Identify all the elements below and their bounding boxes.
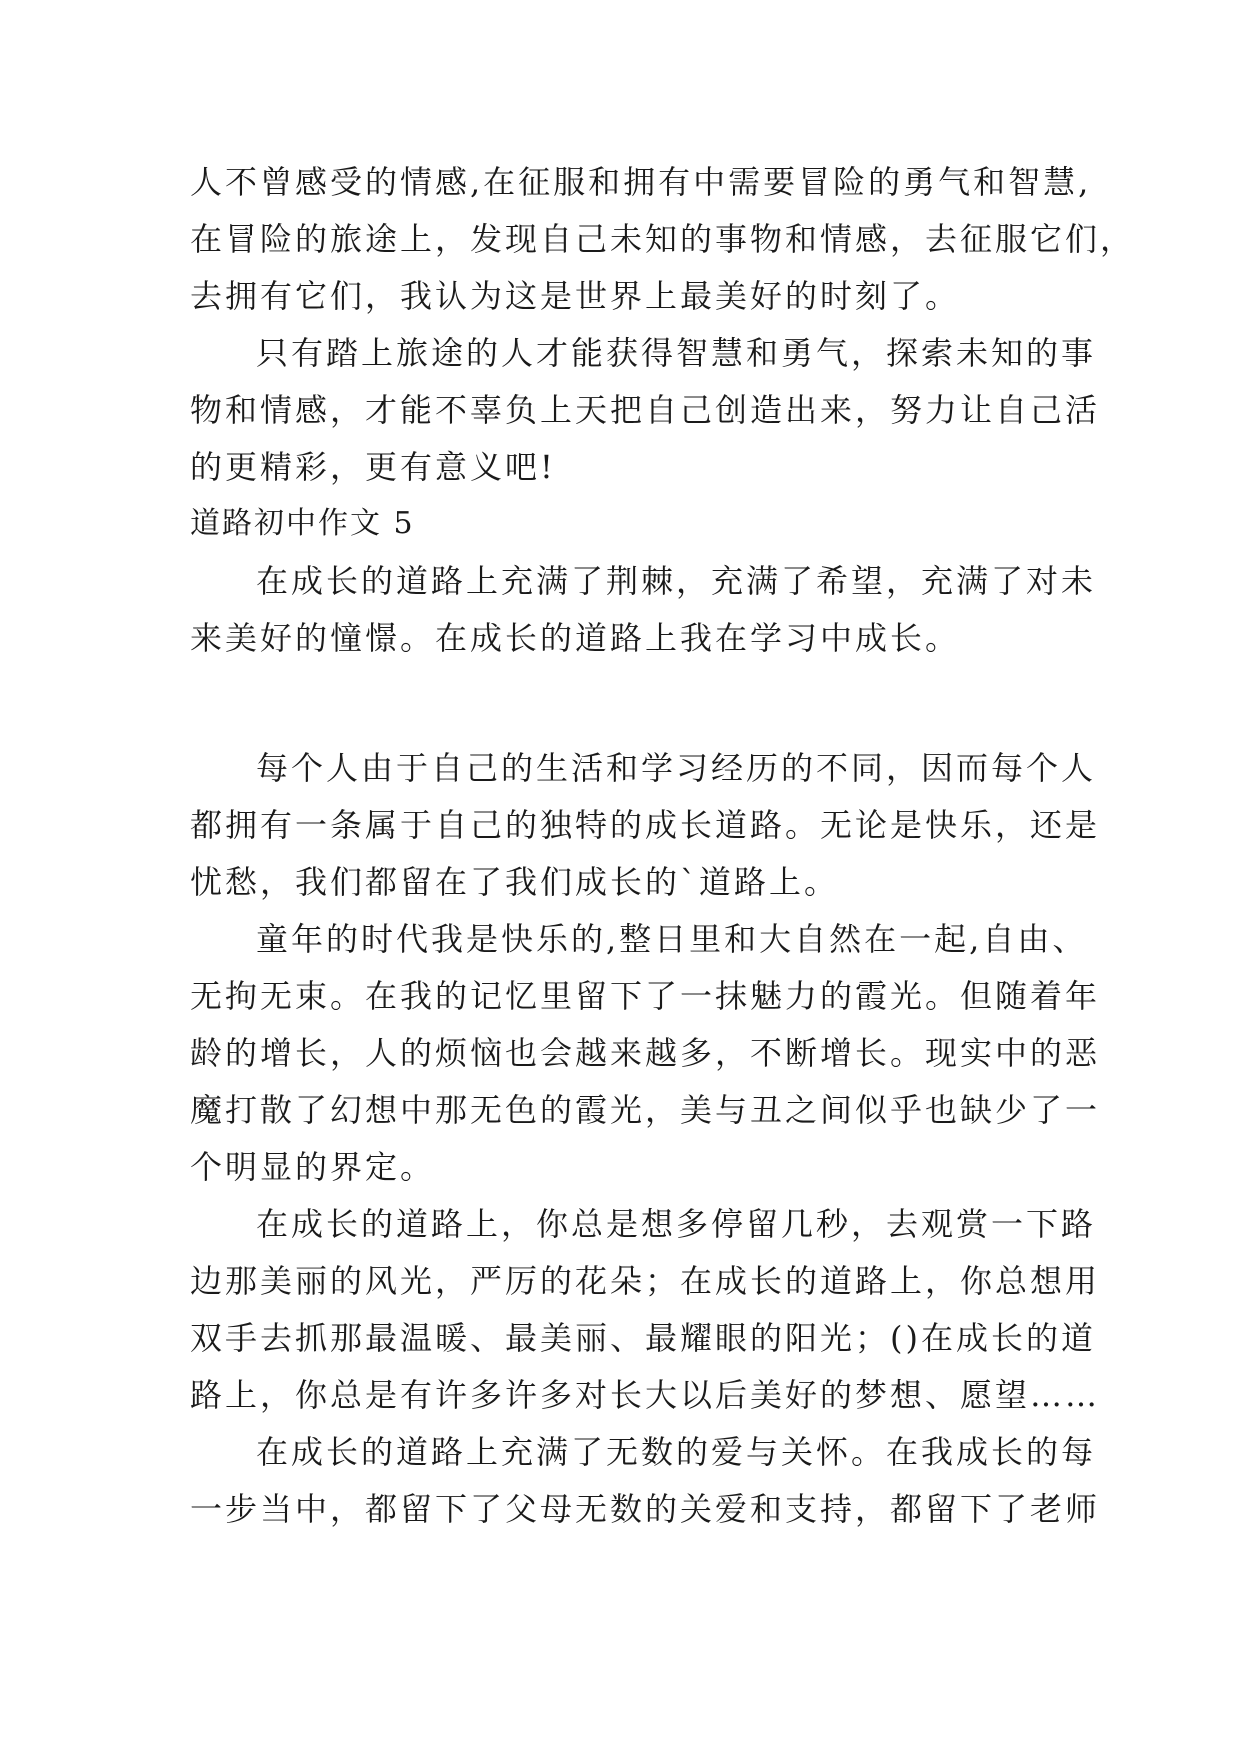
paragraph-line: 每个人由于自己的生活和学习经历的不同，因而每个人 bbox=[256, 749, 1097, 787]
paragraph-line: 都拥有一条属于自己的独特的成长道路。无论是快乐，还是 bbox=[190, 806, 1101, 844]
paragraph-line: 边那美丽的风光，严厉的花朵；在成长的道路上，你总想用 bbox=[190, 1262, 1101, 1300]
paragraph-line: 路上，你总是有许多许多对长大以后美好的梦想、愿望…… bbox=[190, 1376, 1101, 1414]
paragraph-line: 个明显的界定。 bbox=[190, 1148, 436, 1186]
paragraph-line: 只有踏上旅途的人才能获得智慧和勇气，探索未知的事 bbox=[256, 334, 1097, 372]
paragraph-line: 在成长的道路上充满了荆棘，充满了希望，充满了对未 bbox=[256, 562, 1097, 600]
section-heading: 道路初中作文 5 bbox=[190, 506, 415, 541]
paragraph-line: 物和情感，才能不辜负上天把自己创造出来，努力让自己活 bbox=[190, 391, 1101, 429]
paragraph-line: 来美好的憧憬。在成长的道路上我在学习中成长。 bbox=[190, 619, 961, 657]
paragraph-line: 忧愁，我们都留在了我们成长的`道路上。 bbox=[190, 863, 840, 901]
paragraph-line: 双手去抓那最温暖、最美丽、最耀眼的阳光；()在成长的道 bbox=[190, 1319, 1096, 1357]
paragraph-line: 在成长的道路上充满了无数的爱与关怀。在我成长的每 bbox=[256, 1433, 1097, 1471]
paragraph-line: 童年的时代我是快乐的,整日里和大自然在一起,自由、 bbox=[256, 920, 1088, 958]
paragraph-line: 魔打散了幻想中那无色的霞光，美与丑之间似乎也缺少了一 bbox=[190, 1091, 1101, 1129]
paragraph-line: 龄的增长，人的烦恼也会越来越多，不断增长。现实中的恶 bbox=[190, 1034, 1101, 1072]
paragraph-line: 在成长的道路上，你总是想多停留几秒，去观赏一下路 bbox=[256, 1205, 1097, 1243]
paragraph-line: 无拘无束。在我的记忆里留下了一抹魅力的霞光。但随着年 bbox=[190, 977, 1101, 1015]
paragraph-line: 的更精彩，更有意义吧! bbox=[190, 448, 556, 486]
paragraph-line: 一步当中，都留下了父母无数的关爱和支持，都留下了老师 bbox=[190, 1490, 1101, 1528]
paragraph-line: 人不曾感受的情感,在征服和拥有中需要冒险的勇气和智慧, bbox=[190, 163, 1092, 201]
paragraph-line: 在冒险的旅途上，发现自己未知的事物和情感，去征服它们， bbox=[190, 220, 1136, 258]
paragraph-line: 去拥有它们，我认为这是世界上最美好的时刻了。 bbox=[190, 277, 961, 315]
